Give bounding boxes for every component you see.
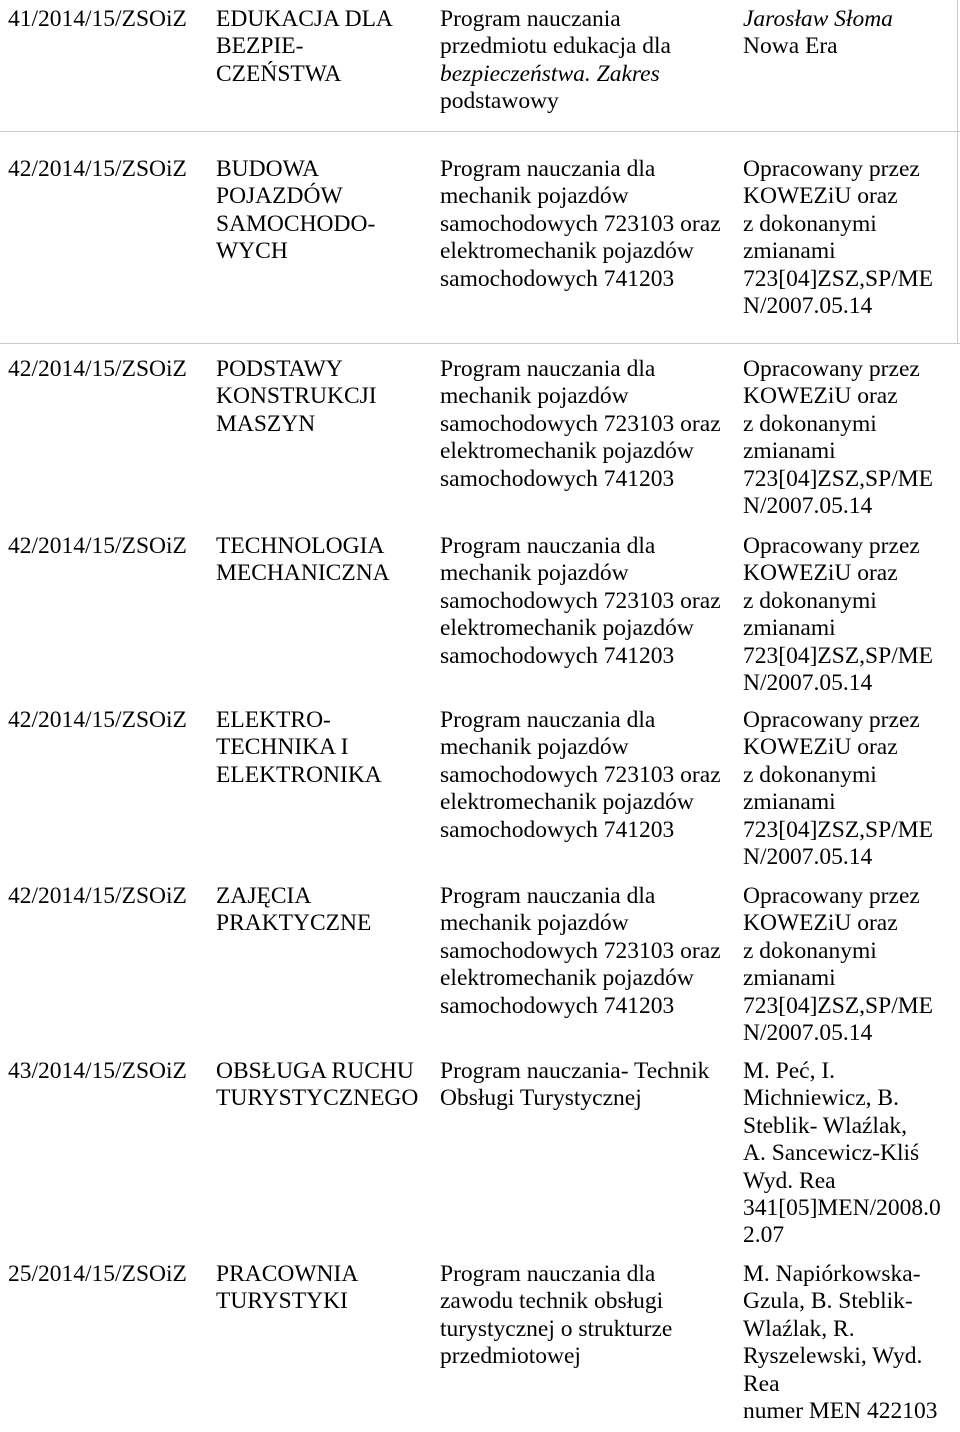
program-line: samochodowych 741203 xyxy=(440,816,675,843)
program-line: Program nauczania xyxy=(440,6,621,32)
subject-cell xyxy=(216,1261,358,1316)
program-line: mechanik pojazdów xyxy=(440,734,629,761)
author-line: Steblik- Wlaźlak, xyxy=(743,1112,908,1139)
author-line: Opracowany przez xyxy=(743,707,920,733)
subject-line: CZEŃSTWA xyxy=(216,60,342,87)
program-code: 42/2014/15/ZSOiZ xyxy=(8,533,187,559)
subject-line: SAMOCHODO- xyxy=(216,210,376,237)
program-line: elektromechanik pojazdów xyxy=(440,789,694,816)
program-line: Program nauczania dla xyxy=(440,533,656,559)
subject-line: ZAJĘCIA xyxy=(216,883,312,909)
author-cell xyxy=(743,356,933,520)
program-line: samochodowych 741203 xyxy=(440,265,675,292)
program-line: Program nauczania dla xyxy=(440,1261,656,1287)
author-line: z dokonanymi xyxy=(743,761,877,788)
program-line: samochodowych 723103 oraz xyxy=(440,410,721,437)
author-line: A. Sancewicz-Kliś xyxy=(743,1140,920,1167)
author-cell xyxy=(743,6,893,61)
program-code: 43/2014/15/ZSOiZ xyxy=(8,1058,187,1084)
author-cell xyxy=(743,156,933,320)
author-line: z dokonanymi xyxy=(743,587,877,614)
program-code: 42/2014/15/ZSOiZ xyxy=(8,707,187,733)
author-line: KOWEZiU oraz xyxy=(743,910,898,937)
code-cell xyxy=(8,883,187,910)
code-cell xyxy=(8,156,187,183)
program-cell xyxy=(440,883,721,1020)
code-cell xyxy=(8,356,187,383)
author-line: z dokonanymi xyxy=(743,410,877,437)
program-line: Program nauczania dla xyxy=(440,883,656,909)
code-cell xyxy=(8,533,187,560)
program-line: samochodowych 723103 oraz xyxy=(440,210,721,237)
author-line: N/2007.05.14 xyxy=(743,670,873,697)
author-line: KOWEZiU oraz xyxy=(743,383,898,410)
table-right-border xyxy=(957,0,958,344)
subject-line: TURYSTYCZNEGO xyxy=(216,1085,419,1112)
author-line: Jarosław Słoma xyxy=(743,6,893,32)
program-line: mechanik pojazdów xyxy=(440,183,629,210)
author-cell xyxy=(743,533,933,697)
subject-line: ELEKTRO- xyxy=(216,707,331,733)
row-divider xyxy=(0,343,960,344)
author-line: Ryszelewski, Wyd. xyxy=(743,1343,923,1370)
subject-line: WYCH xyxy=(216,238,288,265)
author-line: Opracowany przez xyxy=(743,883,920,909)
author-cell xyxy=(743,1058,941,1250)
program-code: 41/2014/15/ZSOiZ xyxy=(8,6,187,32)
program-cell xyxy=(440,707,721,844)
author-line: Wlaźlak, R. xyxy=(743,1315,855,1342)
author-line: zmianami xyxy=(743,615,836,642)
author-line: numer MEN 422103 xyxy=(743,1398,938,1425)
author-line: N/2007.05.14 xyxy=(743,1020,873,1047)
author-cell xyxy=(743,1261,938,1425)
author-line: N/2007.05.14 xyxy=(743,293,873,320)
subject-line: PODSTAWY xyxy=(216,356,343,382)
author-cell xyxy=(743,707,933,871)
subject-line: MASZYN xyxy=(216,410,316,437)
program-line: mechanik pojazdów xyxy=(440,560,629,587)
program-cell xyxy=(440,1058,709,1113)
author-line: Opracowany przez xyxy=(743,356,920,382)
row-divider xyxy=(0,131,960,132)
subject-line: POJAZDÓW xyxy=(216,183,343,210)
subject-cell xyxy=(216,1058,418,1113)
author-line: KOWEZiU oraz xyxy=(743,183,898,210)
program-line: elektromechanik pojazdów xyxy=(440,615,694,642)
program-line: Program nauczania dla xyxy=(440,707,656,733)
author-line: M. Napiórkowska- xyxy=(743,1261,921,1287)
subject-cell xyxy=(216,156,375,266)
program-line: Program nauczania- Technik xyxy=(440,1058,710,1084)
code-cell xyxy=(8,707,187,734)
author-line: 723[04]ZSZ,SP/ME xyxy=(743,816,933,843)
subject-line: TURYSTYKI xyxy=(216,1288,348,1315)
program-code: 25/2014/15/ZSOiZ xyxy=(8,1261,187,1287)
author-line: KOWEZiU oraz xyxy=(743,734,898,761)
subject-line: ELEKTRONIKA xyxy=(216,761,382,788)
author-line: z dokonanymi xyxy=(743,937,877,964)
subject-cell xyxy=(216,356,377,438)
subject-line: BEZPIE- xyxy=(216,33,304,60)
author-line: Wyd. Rea xyxy=(743,1167,836,1194)
author-line: KOWEZiU oraz xyxy=(743,560,898,587)
author-line: 341[05]MEN/2008.0 xyxy=(743,1195,941,1222)
subject-line: MECHANICZNA xyxy=(216,560,390,587)
code-cell xyxy=(8,1058,187,1085)
program-line: samochodowych 723103 oraz xyxy=(440,937,721,964)
author-line: z dokonanymi xyxy=(743,210,877,237)
author-line: 723[04]ZSZ,SP/ME xyxy=(743,992,933,1019)
subject-line: TECHNIKA I xyxy=(216,734,349,761)
author-line: N/2007.05.14 xyxy=(743,844,873,871)
program-cell xyxy=(440,533,721,670)
author-line: M. Peć, I. xyxy=(743,1058,836,1084)
author-line: zmianami xyxy=(743,238,836,265)
program-line: Obsługi Turystycznej xyxy=(440,1085,642,1112)
program-line: samochodowych 741203 xyxy=(440,642,675,669)
subject-line: TECHNOLOGIA xyxy=(216,533,385,559)
author-line: Opracowany przez xyxy=(743,156,920,182)
program-code: 42/2014/15/ZSOiZ xyxy=(8,156,187,182)
program-cell xyxy=(440,6,671,116)
program-cell xyxy=(440,356,721,493)
subject-line: EDUKACJA DLA xyxy=(216,6,393,32)
author-line: 2.07 xyxy=(743,1222,785,1249)
program-line: samochodowych 723103 oraz xyxy=(440,761,721,788)
author-cell xyxy=(743,883,933,1047)
program-line: turystycznej o strukturze xyxy=(440,1315,673,1342)
subject-cell xyxy=(216,6,393,88)
author-line: zmianami xyxy=(743,789,836,816)
author-line: zmianami xyxy=(743,965,836,992)
program-line: samochodowych 723103 oraz xyxy=(440,587,721,614)
subject-cell xyxy=(216,533,390,588)
author-line: Nowa Era xyxy=(743,33,838,60)
author-line: N/2007.05.14 xyxy=(743,493,873,520)
author-line: 723[04]ZSZ,SP/ME xyxy=(743,265,933,292)
author-line: 723[04]ZSZ,SP/ME xyxy=(743,642,933,669)
author-line: Gzula, B. Steblik- xyxy=(743,1288,913,1315)
program-line: samochodowych 741203 xyxy=(440,992,675,1019)
program-line: przedmiotowej xyxy=(440,1343,581,1370)
program-line: mechanik pojazdów xyxy=(440,910,629,937)
author-line: Opracowany przez xyxy=(743,533,920,559)
program-line: elektromechanik pojazdów xyxy=(440,238,694,265)
subject-line: KONSTRUKCJI xyxy=(216,383,377,410)
author-line: Rea xyxy=(743,1370,780,1397)
program-cell xyxy=(440,156,721,293)
subject-line: PRACOWNIA xyxy=(216,1261,359,1287)
program-line: elektromechanik pojazdów xyxy=(440,438,694,465)
code-cell xyxy=(8,1261,187,1288)
program-line: Program nauczania dla xyxy=(440,356,656,382)
program-cell xyxy=(440,1261,672,1371)
author-line: 723[04]ZSZ,SP/ME xyxy=(743,465,933,492)
program-code: 42/2014/15/ZSOiZ xyxy=(8,883,187,909)
program-line: zawodu technik obsługi xyxy=(440,1288,664,1315)
program-line: przedmiotu edukacja dla xyxy=(440,33,671,60)
program-line: Program nauczania dla xyxy=(440,156,656,182)
subject-line: PRAKTYCZNE xyxy=(216,910,372,937)
program-line: samochodowych 741203 xyxy=(440,465,675,492)
subject-cell xyxy=(216,883,371,938)
subject-line: OBSŁUGA RUCHU xyxy=(216,1058,414,1084)
program-line: mechanik pojazdów xyxy=(440,383,629,410)
program-line: bezpieczeństwa. Zakres xyxy=(440,60,660,87)
program-line: podstawowy xyxy=(440,88,559,115)
code-cell xyxy=(8,6,187,33)
program-code: 42/2014/15/ZSOiZ xyxy=(8,356,187,382)
subject-cell xyxy=(216,707,382,789)
author-line: zmianami xyxy=(743,438,836,465)
program-line: elektromechanik pojazdów xyxy=(440,965,694,992)
subject-line: BUDOWA xyxy=(216,156,320,182)
author-line: Michniewicz, B. xyxy=(743,1085,899,1112)
